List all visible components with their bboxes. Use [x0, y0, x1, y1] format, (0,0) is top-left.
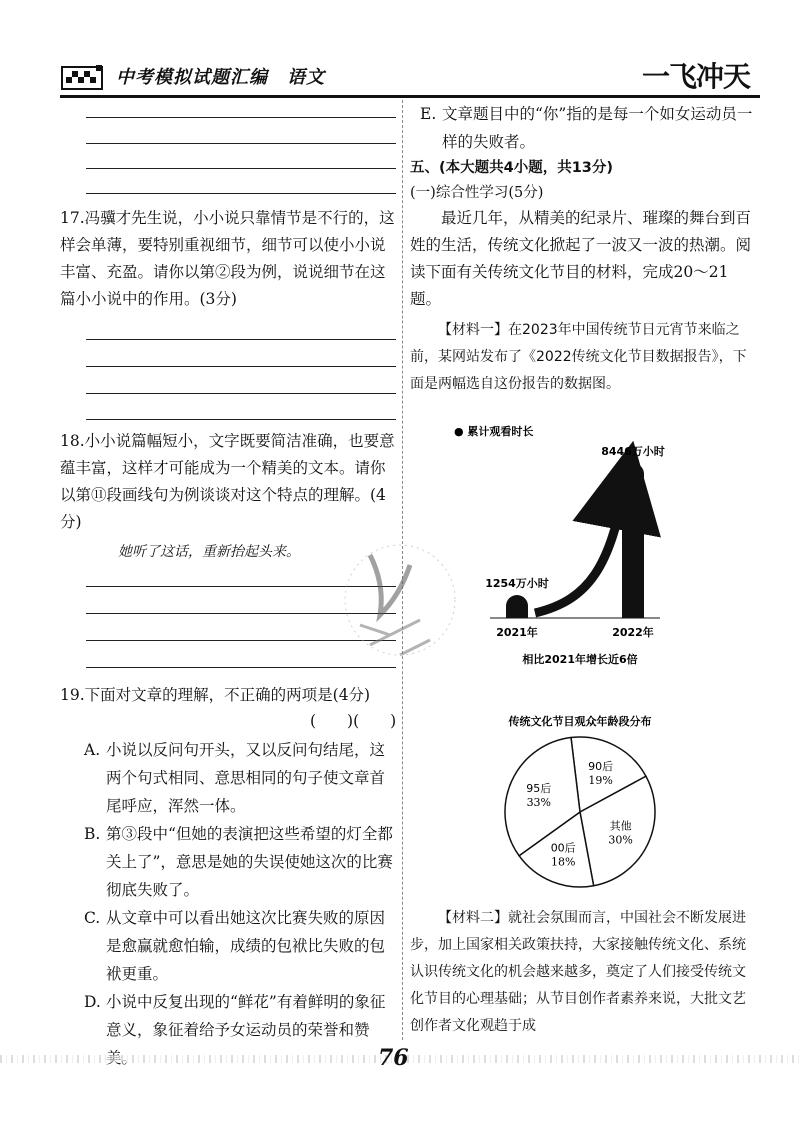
- option-text: 小说以反问句开头，又以反问句结尾，这两个句式相同、意思相同的句子使文章首尾呼应，浑然一体。: [106, 741, 386, 815]
- answer-line[interactable]: [86, 339, 396, 340]
- option-text: 小说中反复出现的“鲜花”有着鲜明的象征意义，象征着给予女运动员的荣誉和赞: [106, 993, 386, 1039]
- bar-2022年: [622, 463, 644, 618]
- page-header: [60, 55, 760, 95]
- quoted-sentence: 她听了这话，重新抬起头来。: [118, 544, 300, 560]
- material-1: 【材料一】在2023年中国传统节日元宵节来临之前，某网站发布了《2022传统文化节目数据报告》，下面是两幅选自这份报告的数据图。: [410, 322, 747, 392]
- answer-line[interactable]: [86, 143, 396, 144]
- option-label: A.: [84, 741, 101, 759]
- bar-value-label: 1254万小时: [485, 576, 549, 590]
- bar-chart-title: ● 累计观看时长: [454, 425, 534, 438]
- option-text: 文章题目中的“你”指的是每一个如女运动员一样的失败者。: [442, 105, 753, 151]
- bar-value-label: 8446万小时: [601, 445, 665, 458]
- checker-logo-icon: [60, 63, 106, 91]
- bar-2021年: [506, 595, 528, 618]
- pie-slice-label: 90后: [588, 760, 614, 774]
- pie-slice-label: 95后: [526, 781, 552, 795]
- answer-line[interactable]: [86, 393, 396, 394]
- header-brand: 一飞冲天: [641, 60, 750, 93]
- header-rule: [60, 95, 760, 98]
- pie-chart-title: 传统文化节目观众年龄段分布: [508, 715, 652, 728]
- pie-slice-label: 00后: [550, 841, 576, 855]
- pie-slice-pct: 30%: [608, 833, 633, 847]
- pie-slice-label: 其他: [609, 819, 632, 833]
- bar-category-label: 2022年: [612, 626, 654, 639]
- bar-chart: [440, 415, 740, 670]
- material-2: 【材料二】就社会氛围而言，中国社会不断发展进步，加上国家相关政策扶持，大家接触传统文化、系统认识传统文化的机会越来越多，奠定了人们接受传统文化节目的心理基础；从节目创作者素养来说，大批文艺创作者文化观趋于成: [410, 910, 746, 1034]
- answer-line[interactable]: [86, 193, 396, 194]
- question-19-stem: 19.下面对文章的理解，不正确的两项是(4分): [60, 686, 371, 704]
- answer-line[interactable]: [86, 168, 396, 169]
- option-label: E.: [420, 105, 437, 123]
- option-text: 第③段中“但她的表演把这些希望的灯全都关上了”，意思是她的失误使她这次的比赛彻底失败了。: [106, 825, 393, 899]
- bar-category-label: 2021年: [496, 626, 538, 639]
- pie-chart: [480, 712, 680, 892]
- answer-line[interactable]: [86, 117, 396, 118]
- option-label: C.: [84, 909, 101, 927]
- bar-chart-caption: 相比2021年增长近6倍: [522, 653, 638, 666]
- option-text: 从文章中可以看出她这次比赛失败的原因是愈赢就愈怕输，成绩的包袱比失败的包袱更重。: [106, 909, 386, 983]
- option-label: D.: [84, 993, 101, 1011]
- pie-slice-pct: 19%: [588, 774, 613, 788]
- answer-line[interactable]: [86, 419, 396, 420]
- subsection-heading: (一)综合性学习(5分): [410, 185, 544, 201]
- question-17: 17.冯骥才先生说，小小说只靠情节是不行的，这样会单薄，要特别重视细节，细节可以使小小说丰富、充盈。请你以第②段为例，说说细节在这篇小小说中的作用。(3分): [60, 209, 395, 308]
- option-label: B.: [84, 825, 101, 843]
- pie-slice-pct: 33%: [526, 795, 552, 809]
- section-heading: 五、(本大题共4小题，共13分): [410, 160, 614, 176]
- intro-paragraph: 最近几年，从精美的纪录片、璀璨的舞台到百姓的生活，传统文化掀起了一波又一波的热潮。阅读下面有关传统文化节目的材料，完成20～21题。: [410, 209, 752, 308]
- growth-arrow-icon: [535, 485, 625, 613]
- page-number: 76: [378, 1045, 409, 1071]
- question-18: 18.小小说篇幅短小，文字既要简洁准确，也要意蕴丰富，这样才可能成为一个精美的文本。请你以第⑪段画线句为例谈谈对这个特点的理解。(4分): [60, 432, 395, 531]
- pie-slice-pct: 18%: [550, 855, 576, 869]
- answer-blanks[interactable]: ( )( ): [310, 712, 397, 730]
- answer-line[interactable]: [86, 366, 396, 367]
- header-title: 中考模拟试题汇编 语文: [116, 67, 325, 88]
